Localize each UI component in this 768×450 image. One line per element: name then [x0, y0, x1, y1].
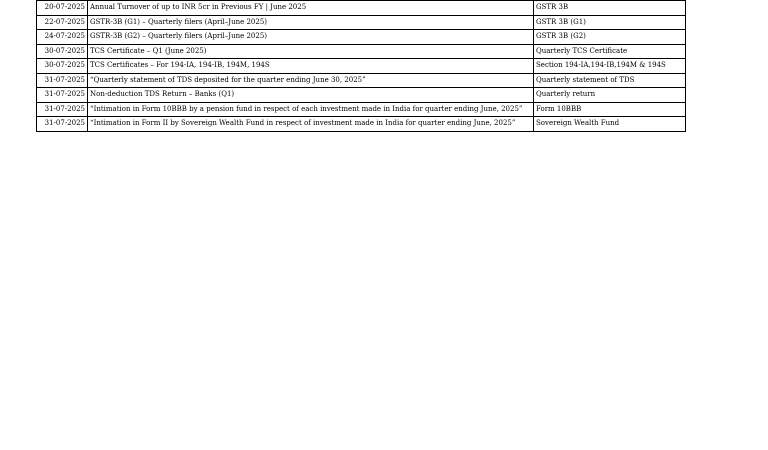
table-row	[37, 1, 686, 16]
form-cell: GSTR 3B	[534, 1, 686, 16]
compliance-description-cell: GSTR-3B (G1) – Quarterly filers (April–June 2025)	[88, 15, 534, 30]
form-cell: Quarterly statement of TDS	[534, 73, 686, 88]
due-date-cell: 24-07-2025	[37, 30, 88, 45]
table-row	[37, 15, 686, 30]
due-date-cell: 30-07-2025	[37, 44, 88, 59]
due-date-cell: 31-07-2025	[37, 102, 88, 117]
table-row	[37, 73, 686, 88]
table-row	[37, 59, 686, 74]
compliance-description-cell: “Intimation in Form II by Sovereign Wealth Fund in respect of investment made in India for quarter ending June, 2025”	[88, 117, 534, 132]
due-date-cell: 31-07-2025	[37, 117, 88, 132]
compliance-description-cell: “Quarterly statement of TDS deposited for the quarter ending June 30, 2025”	[88, 73, 534, 88]
compliance-due-dates-table	[36, 0, 686, 132]
due-date-cell: 20-07-2025	[37, 1, 88, 16]
table-row	[37, 102, 686, 117]
compliance-description-cell: Annual Turnover of up to INR 5cr in Previous FY | June 2025	[88, 1, 534, 16]
compliance-description-cell: TCS Certificate – Q1 (June 2025)	[88, 44, 534, 59]
form-cell: Section 194-IA,194-IB,194M & 194S	[534, 59, 686, 74]
form-cell: GSTR 3B (G2)	[534, 30, 686, 45]
table-row	[37, 88, 686, 103]
form-cell: Quarterly return	[534, 88, 686, 103]
compliance-description-cell: GSTR-3B (G2) – Quarterly filers (April–June 2025)	[88, 30, 534, 45]
table-row	[37, 117, 686, 132]
form-cell: Sovereign Wealth Fund	[534, 117, 686, 132]
due-date-cell: 30-07-2025	[37, 59, 88, 74]
due-date-cell: 31-07-2025	[37, 73, 88, 88]
compliance-description-cell: Non-deduction TDS Return – Banks (Q1)	[88, 88, 534, 103]
due-date-cell: 22-07-2025	[37, 15, 88, 30]
form-cell: Form 10BBB	[534, 102, 686, 117]
compliance-description-cell: TCS Certificates – For 194-IA, 194-IB, 194M, 194S	[88, 59, 534, 74]
form-cell: Quarterly TCS Certificate	[534, 44, 686, 59]
due-date-cell: 31-07-2025	[37, 88, 88, 103]
table-row	[37, 30, 686, 45]
table-row	[37, 44, 686, 59]
form-cell: GSTR 3B (G1)	[534, 15, 686, 30]
compliance-description-cell: “Intimation in Form 10BBB by a pension fund in respect of each investment made in India for quarter ending June, 2025”	[88, 102, 534, 117]
